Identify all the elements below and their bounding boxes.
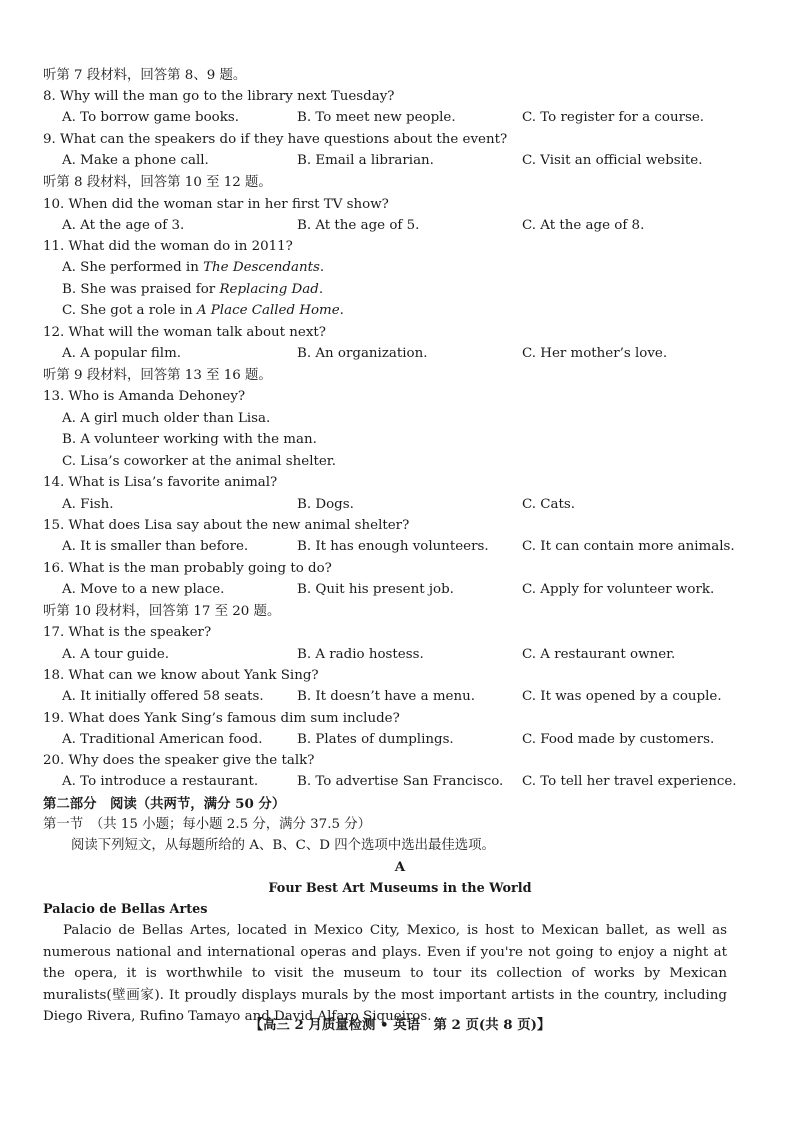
option-a: A. Make a phone call. [62,153,209,168]
option-b: B. Dogs. [297,497,354,512]
question-14: 14. What is Lisa’s favorite animal? [43,475,278,490]
option-c: C. Her mother’s love. [522,346,668,361]
option-c: C. A restaurant owner. [522,647,676,662]
option-c: C. At the age of 8. [522,218,645,233]
question-9: 9. What can the speakers do if they have questions about the event? [43,132,508,147]
q20-options [62,773,737,791]
question-16: 16. What is the man probably going to do? [43,561,332,576]
option-a: A. Fish. [62,497,114,512]
section-heading: 听第 9 段材料，回答第 13 至 16 题。 [43,368,272,383]
option-a: A. At the age of 3. [62,218,185,233]
option-a: A. She performed in The Descendants. [62,260,325,275]
question-8: 8. Why will the man go to the library next Tuesday? [43,89,395,104]
q9-options [62,152,703,170]
option-a: A. It is smaller than before. [62,539,249,554]
instructions: 阅读下列短文，从每题所给的 A、B、C、D 四个选项中选出最佳选项。 [71,838,495,853]
option-a: A. A popular film. [62,346,182,361]
section-heading: 第一节 （共 15 小题；每小题 2.5 分，满分 37.5 分） [43,817,372,832]
paragraph: Palacio de Bellas Artes, located in Mexico City, Mexico, is host to Mexican ballet, as well as numerous national and international operas and plays. Even if you're not going to enjoy a night at the opera, it is worthwhile to visit the museum to tour its collection of works by Mexican muralists(壁画家). It proudly displays murals by the most important artists in the country, including Diego Rivera, Rufino Tamayo and David Alfaro Siqueiros. [43,923,727,1024]
option-b: B. An organization. [297,346,428,361]
q15-options [62,538,735,556]
question-10: 10. When did the woman star in her first TV show? [43,197,389,212]
option-c: C. It can contain more animals. [522,539,735,554]
option-c: C. Cats. [522,497,576,512]
option-b: B. She was praised for Replacing Dad. [62,282,324,297]
option-b: B. To meet new people. [297,110,456,125]
question-12: 12. What will the woman talk about next? [43,325,326,340]
option-c: C. She got a role in A Place Called Home. [62,303,344,318]
option-b: B. It has enough volunteers. [297,539,489,554]
question-18: 18. What can we know about Yank Sing? [43,668,319,683]
q12-options [62,345,668,363]
q19-options [62,731,715,749]
option-a: A. A tour guide. [62,647,170,662]
passage-title: Four Best Art Museums in the World [268,881,532,896]
option-c: C. To register for a course. [522,110,705,125]
option-b: B. It doesn’t have a menu. [297,689,475,704]
option-c: C. To tell her travel experience. [522,774,737,789]
passage-letter: A [394,859,406,875]
option-a: A. A girl much older than Lisa. [62,411,271,426]
question-20: 20. Why does the speaker give the talk? [43,753,315,768]
q18-options [62,688,722,706]
question-13: 13. Who is Amanda Dehoney? [43,389,246,404]
option-b: B. Email a librarian. [297,153,434,168]
option-c: C. Apply for volunteer work. [522,582,715,597]
q8-options [62,109,705,127]
option-b: B. Quit his present job. [297,582,454,597]
question-19: 19. What does Yank Sing’s famous dim sum include? [43,711,400,726]
option-c: C. Visit an official website. [522,153,703,168]
question-11: 11. What did the woman do in 2011? [43,239,293,254]
question-17: 17. What is the speaker? [43,625,212,640]
option-b: B. A volunteer working with the man. [62,432,317,447]
option-a: A. Move to a new place. [62,582,225,597]
option-c: C. Food made by customers. [522,732,715,747]
option-b: B. A radio hostess. [297,647,424,662]
option-a: A. To borrow game books. [62,110,239,125]
option-c: C. It was opened by a couple. [522,689,722,704]
question-15: 15. What does Lisa say about the new animal shelter? [43,518,410,533]
q14-options [62,496,576,514]
q17-options [62,646,676,664]
option-a: A. To introduce a restaurant. [62,774,259,789]
section-heading: 听第 7 段材料，回答第 8、9 题。 [43,68,247,83]
museum-heading: Palacio de Bellas Artes [43,902,208,917]
option-a: A. It initially offered 58 seats. [62,689,264,704]
q16-options [62,581,715,599]
page-footer: 【高三 2 月质量检测 • 英语 第 2 页(共 8 页)】 [249,1017,551,1033]
option-a: A. Traditional American food. [62,732,263,747]
option-b: B. At the age of 5. [297,218,420,233]
option-c: C. Lisa’s coworker at the animal shelter. [62,454,336,469]
q10-options [62,217,645,235]
option-b: B. To advertise San Francisco. [297,774,504,789]
section-heading: 听第 8 段材料，回答第 10 至 12 题。 [43,175,272,190]
part-heading: 第二部分 阅读（共两节，满分 50 分） [43,796,286,812]
section-heading: 听第 10 段材料，回答第 17 至 20 题。 [43,604,281,619]
option-b: B. Plates of dumplings. [297,732,454,747]
